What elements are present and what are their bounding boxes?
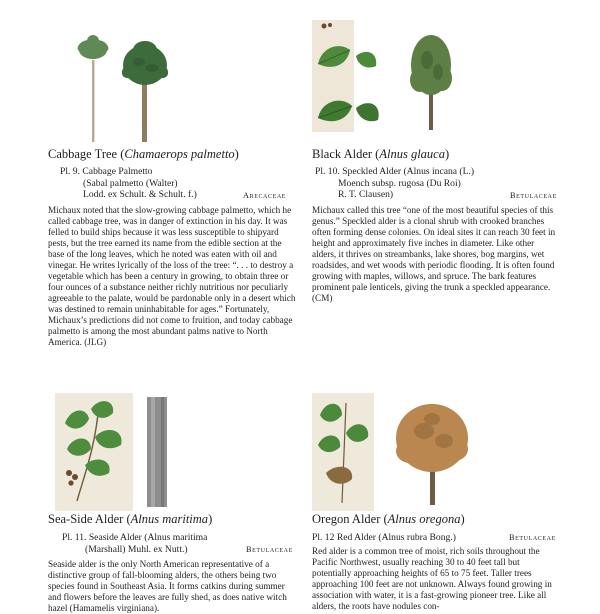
entry-description: Michaux called this tree “one of the most beautiful species of this genus.” Speckled alder is a clonal shrub with crooked branches often forming dense colonies. On ideal sites it can reach 30 feet in height and approximately five inches in diameter. Like other alders, it thrives on streambanks, lake shores, bog margins, wet roadsides, and wet woods with periodic flooding. It is often found growing with maples, willows, and spruce. The bark features prominent pale lenticels, giving the trunk a speckled appearance. (CM) <box>312 205 556 303</box>
cabbage-palmetto-illustration <box>55 20 190 145</box>
entry-description: Red alder is a common tree of moist, rich soils throughout the Pacific Northwest, usually reaching 30 to 40 feet tall but potentially approaching heights of 65 to 75 feet. Taller trees approaching 100 feet are not unknown. Always found growing in association with water, it is a fast-growing pioneer tree. Like all alders, the roots have nodules con- <box>312 546 552 611</box>
family-label: Betulaceae <box>509 533 556 542</box>
sea-side-alder-illustration <box>55 393 195 511</box>
entry-title-cabbage-tree: Cabbage Tree (Chamaerops palmetto) <box>48 147 239 161</box>
oregon-alder-illustration <box>312 393 487 511</box>
plate-heading-12: Pl. 12 Red Alder (Alnus rubra Bong.) <box>312 532 456 543</box>
entry-title-sea-side-alder: Sea-Side Alder (Alnus maritima) <box>48 512 213 526</box>
plate-heading-10: Pl. 10. Speckled Alder (Alnus incana (L.) Moench subsp. rugosa (Du Roi) R. T. Clausen) <box>315 166 475 201</box>
family-label: Betulaceae <box>510 191 557 200</box>
family-label: Arecaceae <box>243 191 287 200</box>
entry-description: Seaside alder is the only North American representative of a distinctive group of fall-blooming alders, the others being two species found in Southeast Asia. It forms catkins during summer and flowers before the leaves are fully shed, as does native witch hazel (Hamamelis virginiana). <box>48 559 287 613</box>
entry-description: Michaux noted that the slow-growing cabbage palmetto, which he called cabbage tree, was in danger of extinction in his day. It was felled to build ships because it was less susceptible to shipyard pests, but the tree earned its name from the edible section at the base of the long leaves, which he noted was eaten with oil and vinegar. He writes lyrically of the loss of the tree: “. . . to destroy a vegetable which has been a century in growing, to obtain three or four ounces of a substance neither richly nutritious nor peculiarly agreeable to the palate, would be pardonable only in a desert which was destined to remain uninhabitable for ages.” Fortunately, Michaux’s predictions did not come to fruition, and today cabbage palmetto is among the most abundant palms native to North America. (JLG) <box>48 205 296 347</box>
black-alder-illustration <box>312 20 472 135</box>
plate-heading-11: Pl. 11. Seaside Alder (Alnus maritima (Marshall) Muhl. ex Nutt.) <box>62 532 208 555</box>
entry-title-oregon-alder: Oregon Alder (Alnus oregona) <box>312 512 465 526</box>
plate-heading-9: Pl. 9. Cabbage Palmetto (Sabal palmetto (Walter) Lodd. ex Schult. & Schult. f.) <box>60 166 197 201</box>
family-label: Betulaceae <box>246 545 293 554</box>
entry-title-black-alder: Black Alder (Alnus glauca) <box>312 147 450 161</box>
